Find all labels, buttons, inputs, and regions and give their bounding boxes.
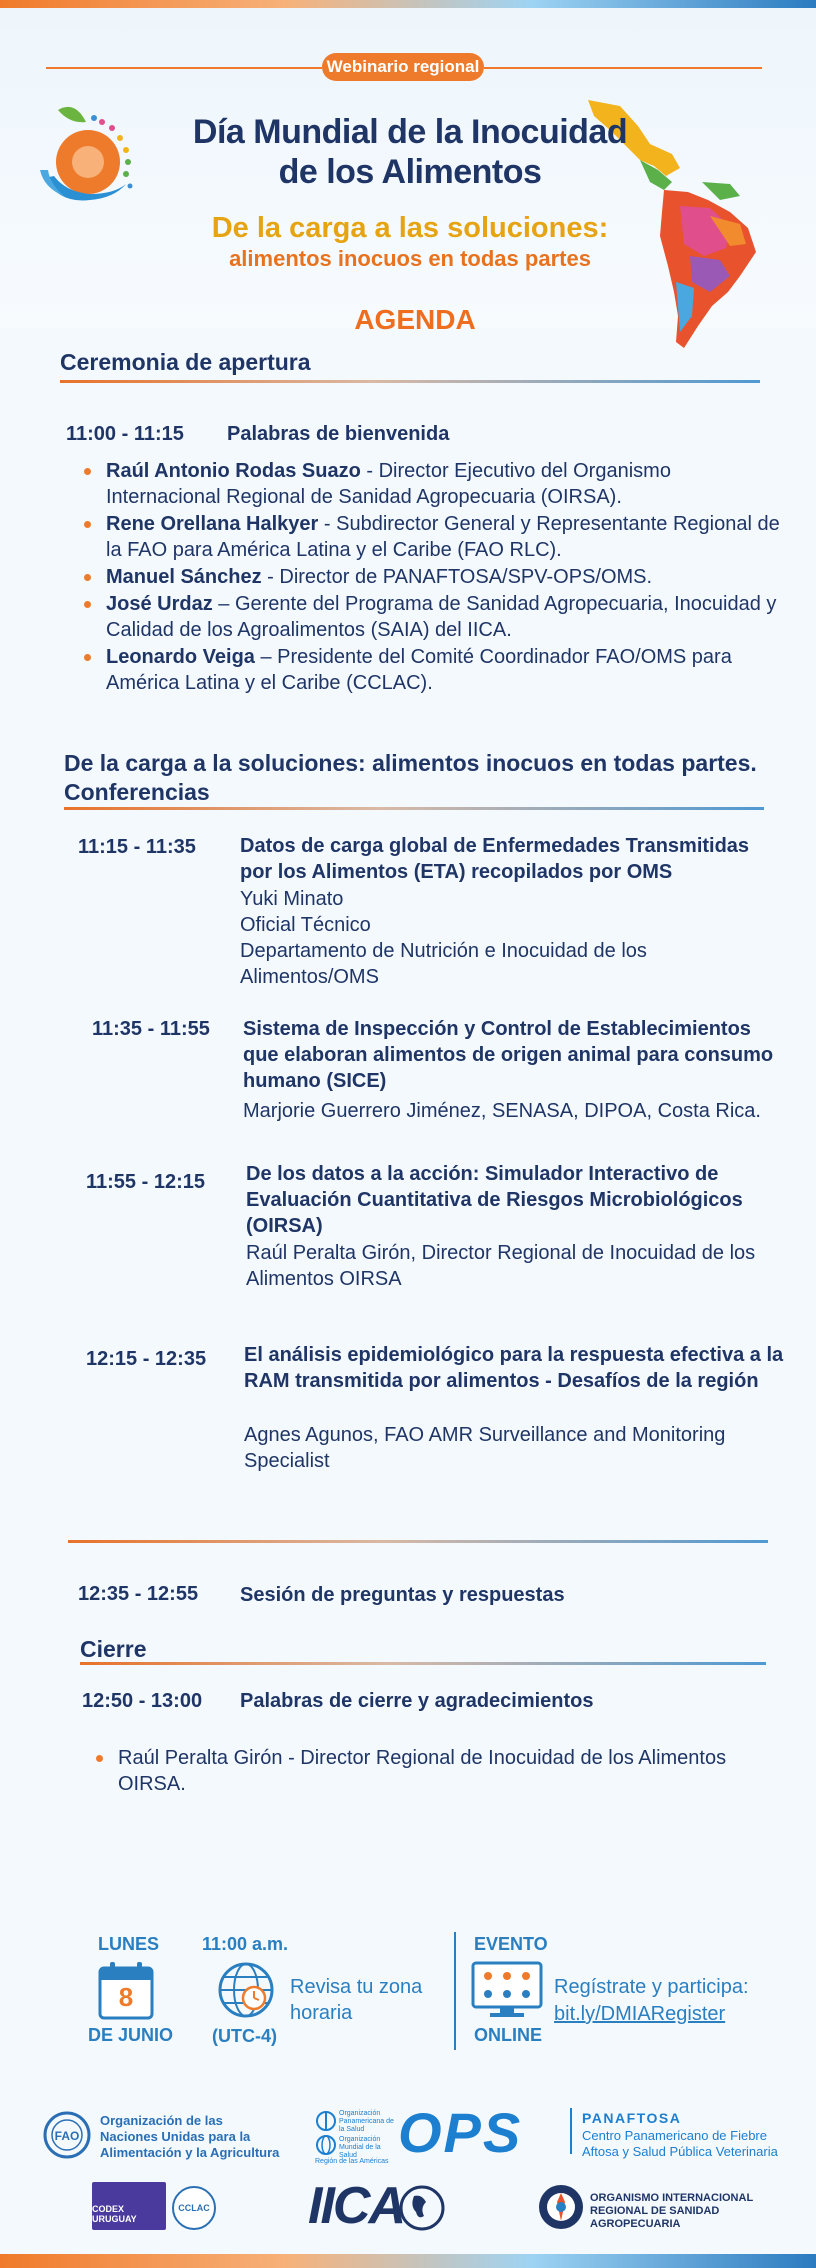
qa-rule	[68, 1540, 768, 1543]
pill-line-left	[46, 67, 322, 69]
conferences-heading-line2: Conferencias	[64, 779, 210, 805]
conference-4-time: 12:15 - 12:35	[86, 1348, 207, 1370]
closing-speakers-list	[92, 1745, 782, 1798]
month-label: DE JUNIO	[88, 2025, 174, 2045]
time-label: 11:00 a.m.	[202, 1934, 289, 1954]
list-item: Raúl Peralta Girón - Director Regional de Inocuidad de los Alimentos OIRSA.	[92, 1745, 782, 1797]
agenda-heading: AGENDA	[354, 304, 476, 335]
list-item: Raúl Antonio Rodas Suazo - Director Ejecutivo del Organismo Internacional Regional de Sanidad Agropecuaria (OIRSA).	[80, 458, 780, 510]
fao-name: Organización de las Naciones Unidas para la Alimentación y la Agricultura	[100, 2113, 280, 2160]
conference-3-speaker: Raúl Peralta Girón, Director Regional de Inocuidad de los Alimentos OIRSA	[246, 1242, 756, 1290]
fao-logo-lettering: FAO	[54, 2129, 80, 2143]
day-number: 8	[118, 1982, 134, 2012]
conference-1-time: 11:15 - 11:35	[78, 836, 196, 858]
pill-line-right	[484, 67, 762, 69]
bottom-gradient-stripe	[0, 2254, 816, 2268]
conference-2-time: 11:35 - 11:55	[92, 1018, 210, 1040]
event-subtitle-line1: De la carga a las soluciones:	[211, 212, 609, 244]
conference-1-speaker: Yuki Minato Oficial Técnico Departamento de Nutrición e Inocuidad de los Alimentos/OMS	[240, 888, 647, 988]
codex-uruguay-logo: CODEX URUGUAY	[92, 2182, 166, 2230]
online-label: ONLINE	[474, 2025, 543, 2045]
conferences-heading-line1: De la carga a la soluciones: alimentos inocuos en todas partes.	[64, 750, 757, 776]
conference-2-speaker: Marjorie Guerrero Jiménez, SENASA, DIPOA, Costa Rica.	[243, 1100, 761, 1122]
iica-globe-icon	[398, 2184, 446, 2232]
oirsa-name: ORGANISMO INTERNACIONAL REGIONAL DE SANIDAD AGROPECUARIA	[590, 2192, 753, 2230]
register-text: Regístrate y participa:	[554, 1976, 749, 1998]
opening-section-heading: Ceremonia de apertura	[60, 349, 311, 375]
panaftosa-title: PANAFTOSA	[582, 2110, 682, 2126]
list-item: Rene Orellana Halkyer - Subdirector General y Representante Regional de la FAO para América Latina y el Caribe (FAO RLC).	[80, 511, 780, 563]
event-label: EVENTO	[474, 1934, 548, 1954]
event-title-line1: Día Mundial de la Inocuidad	[192, 113, 628, 151]
register-link[interactable]: bit.ly/DMIARegister	[554, 2003, 726, 2025]
ops-logo-text: OPS	[398, 2101, 523, 2164]
iica-logo-text: IICA	[308, 2177, 404, 2235]
closing-title: Palabras de cierre y agradecimientos	[240, 1690, 594, 1712]
closing-heading: Cierre	[80, 1636, 147, 1662]
conference-3-time: 11:55 - 12:15	[86, 1171, 205, 1193]
webinar-badge: Webinario regional	[322, 53, 484, 81]
ops-divider	[570, 2108, 572, 2154]
cclac-logo: CCLAC	[172, 2186, 216, 2230]
event-info-divider	[454, 1932, 456, 2050]
qa-title: Sesión de preguntas y respuestas	[240, 1584, 565, 1606]
opening-title: Palabras de bienvenida	[227, 423, 450, 445]
conference-1-title: Datos de carga global de Enfermedades Transmitidas por los Alimentos (ETA) recopilados por OMS	[240, 835, 750, 883]
list-item: Leonardo Veiga – Presidente del Comité Coordinador FAO/OMS para América Latina y el Caribe (CCLAC).	[80, 644, 780, 696]
who-logo-icon	[315, 2134, 337, 2156]
food-safety-logo-icon	[30, 100, 142, 210]
qa-time: 12:35 - 12:55	[78, 1583, 199, 1605]
event-title-line2: de los Alimentos	[278, 153, 542, 191]
conference-2-title: Sistema de Inspección y Control de Establecimientos que elaboran alimentos de origen animal para consumo humano (SICE)	[243, 1018, 774, 1092]
opening-time: 11:00 - 11:15	[66, 423, 184, 445]
paho-small-name: Organización Panamericana de la Salud	[339, 2110, 394, 2133]
oirsa-logo-icon	[536, 2182, 586, 2232]
event-subtitle-line2: alimentos inocuos en todas partes	[229, 246, 591, 271]
conference-4-speaker: Agnes Agunos, FAO AMR Surveillance and Monitoring Specialist	[244, 1424, 726, 1472]
list-item: Manuel Sánchez - Director de PANAFTOSA/SPV-OPS/OMS.	[80, 564, 780, 590]
list-item: José Urdaz – Gerente del Programa de Sanidad Agropecuaria, Inocuidad y Calidad de los Agroalimentos (SAIA) del IICA.	[80, 591, 780, 643]
fao-logo-icon	[42, 2110, 92, 2160]
conferences-rule	[64, 807, 764, 810]
conference-3-title: De los datos a la acción: Simulador Interactivo de Evaluación Cuantitativa de Riesgos Microbiológicos (OIRSA)	[246, 1163, 743, 1237]
closing-rule	[80, 1662, 766, 1665]
utc-label: (UTC-4)	[212, 2026, 277, 2046]
day-label: LUNES	[98, 1934, 160, 1954]
americas-region-label: Región de las Américas	[315, 2158, 389, 2165]
opening-rule	[60, 380, 760, 383]
paho-logo-icon	[315, 2110, 337, 2132]
who-small-name: Organización Mundial de la Salud	[339, 2136, 381, 2159]
online-meeting-icon	[470, 1960, 544, 2020]
top-gradient-stripe	[0, 0, 816, 8]
globe-clock-icon	[216, 1960, 276, 2020]
panaftosa-description: Centro Panamericano de Fiebre Aftosa y Salud Pública Veterinaria	[582, 2128, 778, 2159]
opening-speakers-list	[80, 458, 780, 697]
conference-4-title: El análisis epidemiológico para la respuesta efectiva a la RAM transmitida por alimentos - Desafíos de la región	[244, 1344, 784, 1392]
timezone-text: Revisa tu zona horaria	[290, 1976, 423, 2024]
closing-time: 12:50 - 13:00	[82, 1690, 203, 1712]
